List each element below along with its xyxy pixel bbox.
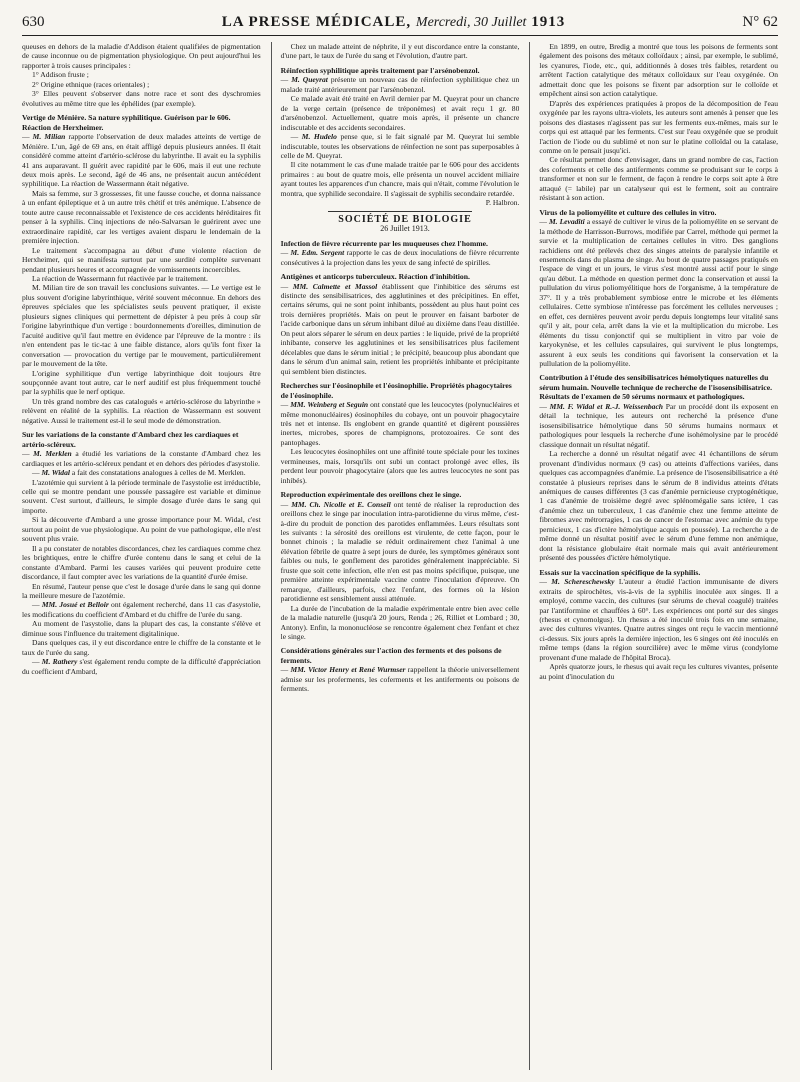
masthead (222, 14, 566, 31)
article-heading: Réinfection syphilitique après traitement par l'arsénobenzol. (280, 65, 480, 75)
author: MM. Ch. Nicolle et E. Conseil (291, 499, 391, 509)
paragraph: Après quatorze jours, le rhesus qui avait reçu les cultures vivantes, présente au point d'inoculation du (539, 662, 778, 681)
paragraph: M. Milian tire de son travail les conclusions suivantes. — Le vertige est le plus souvent d'origine labyrinthique, vérité souvent méconnue. En dehors des épreuves spéciales que les spécialistes seuls peuvent pratiquer, il existe plusieurs signes cliniques qui permettent de dépister à peu près à coup sûr l'origine labyrinthique d'un vertige : bourdonnements d'oreilles, diminution de l'acuité auditive qu'il faut mettre en évidence par l'épreuve de la montre : ils n'en entendent pas le tic-tac à une faible distance, alors qu'ils font fixer la conversation — provocation du vertige par le mouvement, particulièrement par le mouvement de la tête. (22, 283, 261, 369)
column-3 (529, 42, 778, 1070)
article-heading: Sur les variations de la constante d'Ambard chez les cardiaques et artério-scléreux. (22, 430, 239, 449)
paragraph: — M. Hudelo pense que, si le fait signalé par M. Queyrat lui semble indiscutable, toutes les observations de réinfection ne sont pas superposables à celle de M. Queyrat. (280, 132, 520, 161)
author: M. Widal (41, 468, 70, 478)
paragraph: — M. Merklen a étudié les variations de la constante d'Ambard chez les cardiaques et les artério-scléreux pendant et en dehors des périodes d'asystolie. (22, 449, 261, 468)
author: M. Schereschewsky (551, 577, 615, 587)
author: MM. Josué et Belloir (41, 600, 109, 610)
page-header (22, 14, 778, 36)
paragraph: — MM. Ch. Nicolle et E. Conseil ont tenté de réaliser la reproduction des oreillons chez le singe par inoculation intra-parotidienne du virus même, c'est-à-dire du produit de ponction des parotides enflammées. Leurs résultats sont les suivants : la sérosité des oreillons est virulente, de cette façon, pour le bonnet chinois ; la maladie se réduit ordinairement chez l'animal à une élévation fébrile de quatre à sept jours de durée, les symptômes généraux sont faibles ou nuls, le gonflement des parotides généralement inappréciable. Si fruste que soit cette infection, elle n'en est pas moins spécifique, puisque, une première atteinte expérimentale vaccine contre l'inoculation d'épreuve. On remarque, d'ailleurs, parfois, chez l'enfant, des formes où la lésion parotidienne est sensiblement aussi atténuée. (280, 499, 520, 604)
author: M. Queyrat (291, 75, 328, 85)
section-divider (328, 211, 471, 212)
page-number: 630 (22, 14, 45, 30)
paragraph: Au moment de l'asystolie, dans la plupart des cas, la constante s'élève et diminue sous l'influence du traitement digitalinique. (22, 619, 261, 638)
column-2 (271, 42, 520, 1070)
column-1 (22, 42, 261, 1070)
author: MM. Calmette et Massol (292, 281, 378, 291)
paragraph: — MM. Weinberg et Seguin ont constaté que les leucocytes (polynucléaires et même mononucléaires) éosinophiles du cobaye, ont un pouvoir phagocytaire très net et intense. Ils englobent en grande quantité et digèrent poussières inertes, microbes, spores de champignons, protozoaires. Ce sont des pantophages. (280, 400, 520, 447)
signature: P. Halbron. (485, 198, 520, 208)
article-heading: Virus de la poliomyélite et culture des cellules in vitro. (539, 207, 717, 217)
article-heading: Vertige de Ménière. Sa nature syphilitique. Guérison par le 606. Réaction de Herxheimer. (22, 113, 231, 132)
paragraph: L'origine syphilitique d'un vertige labyrinthique doit toujours être soupçonnée avant tout autre, car le nerf auditif est plus fréquemment touché par la syphilis que le nerf optique. (22, 368, 261, 397)
paragraph: — M. Queyrat présente un nouveau cas de réinfection syphilitique chez un malade traité antérieurement par l'arsénobenzol. (280, 75, 520, 94)
author: M. Levaditi (548, 217, 585, 227)
issue-number: N° 62 (742, 14, 778, 30)
author: M. Merklen (33, 449, 72, 459)
paragraph: L'azotémie qui survient à la période terminale de l'asystolie est irréductible, celle qui se montre pendant une poussée passagère est variable et diminue souvent. C'est surtout, d'ailleurs, le simple dosage d'urée dans le sang qui importe. (22, 477, 261, 515)
paragraph: — M. Levaditi a essayé de cultiver le virus de la poliomyélite en se servant de la méthode de Harrisson-Burrows, modifiée par Carrel, méthode qui permet la survie et la multiplication de certaines cellules in vitro. Des ganglions rachidiens ont été prélevés chez des singes atteints de paralysie infantile et ensemencés dans du plasma de singe. Au bout de quatre passages pratiqués en l'espace de vingt et un jours, le virus s'est montré aussi actif pour le singe qu'au début. La méthode en question permet donc la conservation et aussi la pullulation du virus poliomyélitique hors de l'organisme, à la température de 37°. Il y a très probablement symbiose entre le microbe et les éléments cellulaires. Cette symbiose n'intéresse pas forcément les cellules nerveuses ; en effet, ces dernières peuvent avoir perdu depuis longtemps leur vitalité sans qu'il y ait, pour cela, arrêt dans la vie et la multiplication du microbe. Les éléments du tissu conjonctif qui se multiplient in vitro par voie de karyokynèse, et les cellules capsulaires, qui survivent le plus longtemps, assurent à eux seuls les conditions qui favorisent la conservation et la pullulation de la poliomyélite. (539, 217, 778, 368)
paragraph: Ce résultat permet donc d'envisager, dans un grand nombre de cas, l'action des coferments et celle des antiferments comme se produisant sur le corps à transformer et non sur le ferment, de façon à rendre le corps soit apte à être attaqué (= labile) par un catalyseur qui est le ferment, soit au contraire résistant à son action. (539, 155, 778, 203)
article-columns (22, 42, 778, 1072)
paragraph: Mais sa femme, sur 3 grossesses, fit une fausse couche, et donna naissance à un enfant épileptique et à un autre très chétif et très anémique. L'absence de toute autre cause reconnaissable et l'existence de ces accidents héréditaires fit penser à la syphilis. Cinq injections de néo-Salvarsan le guérirent avec une extraordinaire rapidité, car les vertiges avaient disparu le lendemain de la première injection. (22, 188, 261, 246)
author: M. Edm. Sergent (290, 248, 345, 258)
article-heading: Antigènes et anticorps tuberculeux. Réaction d'inhibition. (280, 272, 470, 282)
section-date: 26 Juillet 1913. (380, 224, 430, 234)
paragraph: Il a pu constater de notables discordances, chez les cardiaques comme chez les brightiques, entre le chiffre d'urée contenu dans le sang et celui de la constante d'Ambard. Parmi les causes variées qui peuvent produire cette discordance, il faut compter avec les variations de la quantité d'urée émise. (22, 543, 261, 582)
issue-date: Mercredi, 30 Juillet (415, 15, 527, 30)
paragraph: Dans quelques cas, il y eut discordance entre le chiffre de la constante et le taux de l'urée du sang. (22, 638, 261, 657)
article-heading: Considérations générales sur l'action des ferments et des poisons de ferments. (280, 646, 502, 665)
paragraph: Chez un malade atteint de néphrite, il y eut discordance entre la constante, d'une part, le taux de l'urée du sang et l'évolution, d'autre part. (280, 42, 520, 61)
journal-title: LA PRESSE MÉDICALE, (221, 14, 412, 30)
paragraph: La recherche a donné un résultat négatif avec 41 échantillons de sérum provenant d'individus normaux (9 cas) ou atteints d'affections variées, dans quelques cas accompagnées d'anémie. La présence de l'isosensibilisatrice a été constatée à plusieurs reprises dans le sérum de 8 individus atteints d'états anémiques de causes différentes (3 cas d'anémie pernicieuse cryptogénétique, 1 cas d'anémie de troisième degré avec splénomégalie sans ictère, 1 cas d'anémie chez un tuberculeux, 1 cas d'anémie chez une femme atteinte de fibromes avec métrorragies, 1 cas de cancer de l'estomac avec anémie du type pernicieux, 1 cas d'ictère hémolytique acquis en poussée). La recherche a de même donné un résultat positif avec le sérum d'une femme non anémique, dont la résistance globulaire était normale mais qui avait antérieurement présenté des poussées d'ictère hémolytique. (539, 449, 778, 563)
paragraph: En 1899, en outre, Bredig a montré que tous les poisons de ferments sont également des poisons des métaux colloïdaux ; ainsi, par exemple, le sublimé, les cyanures, l'iode, etc., qui, additionnés à doses très faibles, retardent ou arrêtent l'action catalytique des métaux colloïdaux sur l'eau oxygénée. On admettait donc que les poisons se fixent par adsorption sur le colloïde et empêchent ainsi son action catalytique. (539, 42, 778, 99)
paragraph: Le traitement s'accompagna au début d'une violente réaction de Herxheimer, qui se manifesta surtout par une surdité complète survenant pendant plusieurs heures et accompagnée de vomissements incoercibles. (22, 245, 261, 274)
paragraph: D'après des expériences pratiquées à propos de la décomposition de l'eau oxygénée par les rayons ultra-violets, les auteurs sont amenés à penser que les poisons des diastases n'agissent pas sur les ferments eux-mêmes, mais sur le corps qui est attaqué par les ferments. C'est sur l'eau oxygénée que se produit l'action de l'iode ou du sublimé et non sur le platine colloïdal ou la catalase, comme on le pensait jusqu'ici. (539, 98, 778, 155)
paragraph: — M. Rathery s'est également rendu compte de la difficulté d'appréciation du coefficient d'Ambard, (22, 657, 261, 676)
author: M. Rathery (41, 657, 78, 667)
paragraph: — M. Edm. Sergent rapporte le cas de deux inoculations de fièvre récurrente consécutives à la projection dans les yeux de sang infecté de spirilles. (280, 248, 520, 267)
paragraph: — M. Widal a fait des constatations analogues à celles de M. Merklen. (32, 468, 246, 478)
paragraph: 1° Addison fruste ; (32, 70, 89, 80)
paragraph: En résumé, l'auteur pense que c'est le dosage d'urée dans le sang qui donne la meilleure mesure de l'azotémie. (22, 581, 261, 601)
author: MM. Weinberg et Seguin (290, 400, 369, 410)
article-heading: Essais sur la vaccination spécifique de la syphilis. (539, 567, 701, 577)
paragraph: 2° Origine ethnique (races orientales) ; (32, 79, 150, 89)
paragraph: — MM. Calmette et Massol établissent que l'inhibitice des sérums est distincte des sensibilisatrices, des agglutinines et des précipitines. En effet, certains sérums, qui ne sont point inhibants, possèdent au plus haut point ces trois dernières propriétés. Mais on peut le prouver en faisant barboter de l'acide carbonique dans un sérum inhibant dilué au dixième dans l'eau distillée. On peut alors séparer le sérum en deux parties : le liquide, privé de la propriété inhibante, conserve les agglutinines et les sensibilisatrices plus facilement décelables que dans le sérum initial ; le précipité, beaucoup plus abondant que dans le sérum d'un animal sain, retient les propriétés inhibante et précipitante qui semblent bien distinctes. (280, 281, 520, 376)
paragraph: — M. Schereschewsky L'auteur a étudié l'action immunisante de divers extraits de spirochètes, vis-à-vis de la syphilis inoculée aux singes. Il a employé, comme vaccin, des cultures (sur sérums de cheval coagulé) traitées par l'antiformine et chauffées à 60°. Les expériences ont porté sur des singes (rhesus et cynomolgus). Un rhesus a été inoculé trois fois en une semaine, avec des cultures vivantes. Quatre autres singes ont reçu le vaccin mentionné ci-dessus. Six jours après la dernière injection, les 6 singes ont été inoculés en même temps (dans la région sourcilière) avec le même virus (condylome provenant d'une malade de l'hôpital Broca). (539, 577, 778, 662)
paragraph: queuses en dehors de la maladie d'Addison étaient qualifiées de pigmentation de cause inconnue ou de pigmentation physiologique. On peut aujourd'hui les rapporter à trois causes principales : (22, 42, 261, 70)
paragraph: Les leucocytes éosinophiles ont une affinité toute spéciale pour les toxines vermineuses, mais, lorsqu'ils ont subi un contact prolongé avec elles, ils perdent leur pouvoir phagocytaire (alors que les autres leucocytes ne sont pas inhibés). (280, 447, 520, 485)
paragraph: — MM. Josué et Belloir ont également recherché, dans 11 cas d'asystolie, les modifications du coefficient d'Ambard et du chiffre de l'urée du sang. (22, 600, 261, 619)
paragraph: Ce malade avait été traité en Avril dernier par M. Queyrat pour un chancre de la verge certain (présence de tréponèmes) et avait reçu 1 gr. 80 d'arsénobenzol. Actuellement, quatre mois après, il présente un chancre indiscutable et des accidents secondaires. (280, 94, 520, 132)
paragraph: Il cite notamment le cas d'une malade traitée par le 606 pour des accidents primaires : au bout de quatre mois, elle présenta un nouvel accident miliaire ayant toutes les apparences d'un chancre, mais qui n'était, comme l'évolution le montra, que syphilide secondaire. Il s'agissait de syphilis secondaire retardée. (280, 160, 520, 198)
article-heading: Contribution à l'étude des sensibilisatrices hémolytiques naturelles du sérum humain. Nouvelle technique de recherche de l'isosensibilisatrice. Résultats de l'examen de 50 sérums normaux et pathologiques. (539, 373, 773, 402)
paragraph: — M. Milian rapporte l'observation de deux malades atteints de vertige de Ménière. L'un, âgé de 69 ans, en était affligé depuis plusieurs années. Il était considéré comme atteint d'artério-sclérose du labyrinthe. Il avait eu la syphilis 41 ans auparavant. Il guérit avec rapidité par le 606, mais il eut une rechute deux mois après. Le second, âgé de 46 ans, ne présentait aucun antécédent syphilitique. La réaction de Wassermann était négative. (22, 132, 261, 189)
author: MM. Victor Henry et René Wurmser (290, 665, 406, 675)
section-title: SOCIÉTÉ DE BIOLOGIE (338, 213, 472, 225)
paragraph: — MM. F. Widal et R.-J. Weissenbach Par un procédé dont ils exposent en détail la technique, les auteurs ont recherché la présence d'une isosensibilisatrice hémolytique dans 50 sérums humains normaux et pathologiques pour lesquels la recherche d'une isohémolysine par le procédé classique donnait un résultat négatif. (539, 401, 778, 449)
paragraph: La durée de l'incubation de la maladie expérimentale entre bien avec celle de la maladie naturelle (jusqu'à 20 jours, Renda ; 26, Rilliet et Lombard ; 30, Antony). Enfin, la mononucléose se rencontre également chez l'enfant et chez le singe. (280, 603, 520, 642)
author: M. Milian (32, 132, 66, 142)
author: MM. F. Widal et R.-J. Weissenbach (549, 401, 663, 411)
paragraph: 3° Elles peuvent s'observer dans notre race et sont des dyschromies évolutives au même titre que les éphélides (par exemple). (22, 89, 261, 108)
article-heading: Infection de fièvre récurrente par les muqueuses chez l'homme. (280, 238, 488, 248)
article-heading: Recherches sur l'éosinophile et l'éosinophilie. Propriétés phagocytaires de l'éosinophile. (280, 381, 512, 400)
article-heading: Reproduction expérimentale des oreillons chez le singe. (280, 490, 462, 500)
paragraph: — MM. Victor Henry et René Wurmser rappellent la théorie universellement admise sur les proferments, les coferments et les antiferments ou poisons de ferments. (280, 665, 520, 694)
issue-year: 1913 (531, 14, 566, 30)
paragraph: Si la découverte d'Ambard a une grosse importance pour M. Widal, c'est surtout au point de vue physiologique. Au point de vue pathologique, elle n'est souvent plus vraie. (22, 515, 261, 544)
paragraph: La réaction de Wassermann fut réactivée par le traitement. (32, 273, 208, 283)
author: M. Hudelo (301, 132, 337, 142)
paragraph: Un très grand nombre des cas catalogués « artério-sclérose du labyrinthe » relèvent en réalité de la syphilis. La réaction de Wassermann est souvent négative. Aussi le traitement est-il le seul mode de démonstration. (22, 396, 261, 425)
